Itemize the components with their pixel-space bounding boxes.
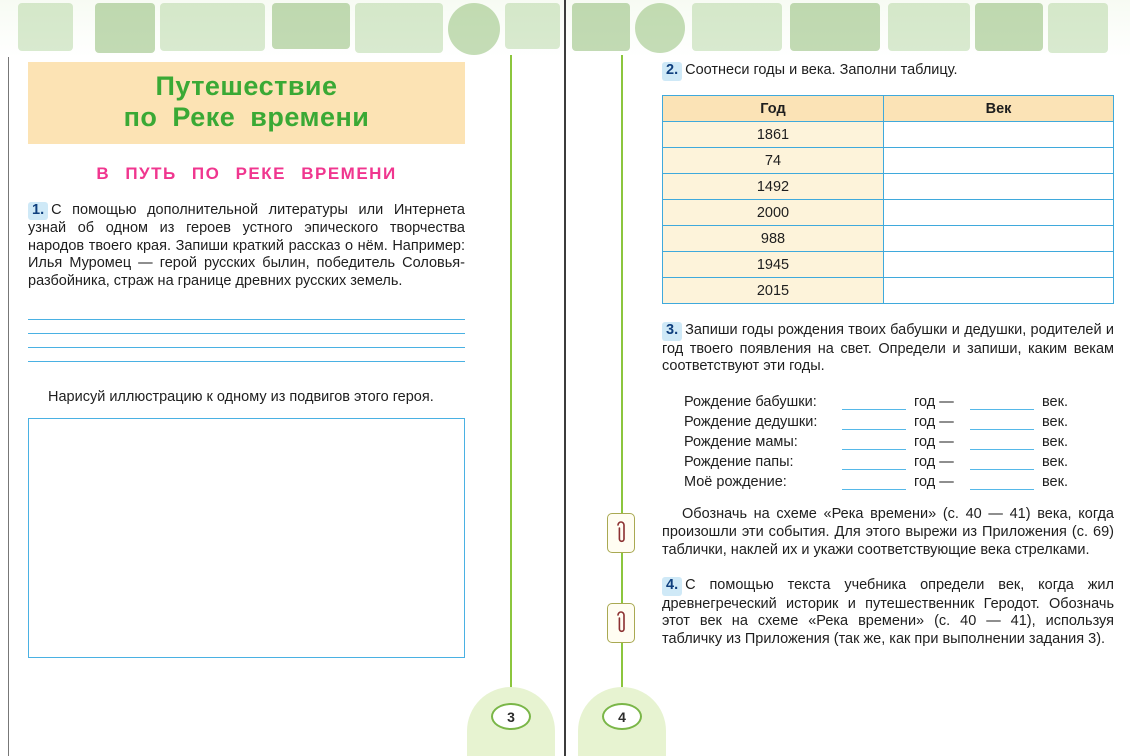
column-header-century: Век bbox=[883, 96, 1113, 122]
birth-mid-label: год — bbox=[914, 414, 954, 431]
table-row bbox=[663, 278, 1114, 304]
right-page bbox=[662, 62, 1114, 663]
paperclip-box bbox=[607, 513, 635, 553]
right-page-margin-line bbox=[621, 55, 623, 756]
decorative-medal-icon bbox=[635, 3, 685, 53]
birth-row bbox=[684, 450, 1114, 470]
decorative-photo bbox=[505, 3, 560, 49]
century-blank bbox=[970, 454, 1034, 470]
birth-label: Рождение дедушки: bbox=[684, 414, 818, 431]
task-1-number: 1. bbox=[28, 202, 48, 221]
birth-row bbox=[684, 470, 1114, 490]
birth-label: Рождение папы: bbox=[684, 454, 794, 471]
decorative-photo bbox=[975, 3, 1043, 51]
page-number-right: 4 bbox=[602, 703, 642, 730]
writing-line bbox=[28, 320, 465, 334]
birth-label: Моё рождение: bbox=[684, 474, 787, 491]
birth-mid-label: год — bbox=[914, 474, 954, 491]
task-4-number: 4. bbox=[662, 577, 682, 596]
decorative-photo bbox=[95, 3, 155, 53]
draw-prompt: Нарисуй иллюстрацию к одному из подвигов этого героя. bbox=[48, 389, 434, 406]
task-2-text: Соотнеси годы и века. Заполни таблицу. bbox=[685, 62, 958, 78]
birth-mid-label: год — bbox=[914, 434, 954, 451]
chapter-title-line2: по Реке времени bbox=[123, 102, 370, 133]
century-cell bbox=[883, 122, 1113, 148]
birth-fill-in-block bbox=[662, 390, 1114, 490]
decorative-photo bbox=[572, 3, 630, 51]
writing-line bbox=[28, 334, 465, 348]
century-cell bbox=[883, 200, 1113, 226]
century-cell bbox=[883, 148, 1113, 174]
birth-mid-label: год — bbox=[914, 394, 954, 411]
book-spine bbox=[564, 0, 566, 756]
table-header-row bbox=[663, 96, 1114, 122]
writing-lines bbox=[28, 306, 465, 362]
year-cell: 1861 bbox=[663, 122, 884, 148]
year-cell: 74 bbox=[663, 148, 884, 174]
birth-row bbox=[684, 390, 1114, 410]
writing-line bbox=[28, 306, 465, 320]
task-2 bbox=[662, 62, 1114, 81]
year-cell: 1492 bbox=[663, 174, 884, 200]
birth-mid-label: год — bbox=[914, 454, 954, 471]
century-cell bbox=[883, 252, 1113, 278]
birth-end-label: век. bbox=[1042, 434, 1068, 451]
chapter-title-box bbox=[28, 62, 465, 144]
task-4-text: С помощью текста учебника определи век, когда жил древнегреческий историк и путешественник Геродот. Обозначь этот век на схеме «Река времени» (с. 40 — 41), используя табличку из Приложения (так же, как при выполнении задания 3). bbox=[662, 577, 1114, 647]
chapter-title-line1: Путешествие bbox=[155, 71, 338, 101]
task-3-extra-paragraph: Обозначь на схеме «Река времени» (с. 40 — 41) века, когда произошли эти события. Для этого вырежи из Приложения (с. 69) таблички, наклей их и укажи соответствующие века стрелками. bbox=[662, 506, 1114, 558]
writing-line bbox=[28, 348, 465, 362]
century-cell bbox=[883, 226, 1113, 252]
century-blank bbox=[970, 394, 1034, 410]
task-3 bbox=[662, 322, 1114, 376]
page-left-edge bbox=[8, 57, 9, 756]
century-blank bbox=[970, 414, 1034, 430]
decorative-photo bbox=[692, 3, 782, 51]
task-4 bbox=[662, 577, 1114, 648]
decorative-photo bbox=[1048, 3, 1108, 53]
year-cell: 1945 bbox=[663, 252, 884, 278]
section-heading: В ПУТЬ ПО РЕКЕ ВРЕМЕНИ bbox=[96, 163, 397, 183]
century-blank bbox=[970, 474, 1034, 490]
table-row bbox=[663, 226, 1114, 252]
years-centuries-table bbox=[662, 95, 1114, 304]
paperclip-icon bbox=[614, 609, 628, 637]
column-header-year: Год bbox=[663, 96, 884, 122]
birth-end-label: век. bbox=[1042, 394, 1068, 411]
table-row bbox=[663, 122, 1114, 148]
decorative-photo bbox=[18, 3, 73, 51]
year-blank bbox=[842, 414, 906, 430]
birth-row bbox=[684, 430, 1114, 450]
paperclip-icon bbox=[614, 519, 628, 547]
task-1 bbox=[28, 202, 465, 291]
decorative-photo bbox=[355, 3, 443, 53]
paperclip-box bbox=[607, 603, 635, 643]
birth-end-label: век. bbox=[1042, 474, 1068, 491]
year-cell: 988 bbox=[663, 226, 884, 252]
decorative-photo bbox=[790, 3, 880, 51]
table-row bbox=[663, 148, 1114, 174]
century-cell bbox=[883, 278, 1113, 304]
table-row bbox=[663, 200, 1114, 226]
year-blank bbox=[842, 454, 906, 470]
drawing-box bbox=[28, 418, 465, 658]
birth-label: Рождение бабушки: bbox=[684, 394, 817, 411]
decorative-photo bbox=[160, 3, 265, 51]
decorative-photo bbox=[888, 3, 970, 51]
decorative-photo bbox=[272, 3, 350, 49]
task-2-number: 2. bbox=[662, 62, 682, 81]
page-number-left: 3 bbox=[491, 703, 531, 730]
birth-end-label: век. bbox=[1042, 454, 1068, 471]
century-cell bbox=[883, 174, 1113, 200]
left-page bbox=[28, 62, 465, 658]
century-blank bbox=[970, 434, 1034, 450]
year-cell: 2000 bbox=[663, 200, 884, 226]
year-blank bbox=[842, 434, 906, 450]
year-cell: 2015 bbox=[663, 278, 884, 304]
task-3-text: Запиши годы рождения твоих бабушки и дедушки, родителей и год твоего появления на свет. Определи и запиши, каким векам соответствуют эти годы. bbox=[662, 322, 1114, 375]
birth-end-label: век. bbox=[1042, 414, 1068, 431]
year-blank bbox=[842, 474, 906, 490]
year-blank bbox=[842, 394, 906, 410]
task-3-number: 3. bbox=[662, 322, 682, 341]
birth-label: Рождение мамы: bbox=[684, 434, 798, 451]
table-row bbox=[663, 252, 1114, 278]
decorative-medal-icon bbox=[448, 3, 500, 55]
task-1-text: С помощью дополнительной литературы или Интернета узнай об одном из героев устного эпического творчества народов твоего края. Запиши краткий рассказ о нём. Например: Илья Муромец — герой русских былин, победитель Соловья-разбойника, страж на границе древних русских земель. bbox=[28, 201, 465, 289]
birth-row bbox=[684, 410, 1114, 430]
table-row bbox=[663, 174, 1114, 200]
left-page-margin-line bbox=[510, 55, 512, 756]
